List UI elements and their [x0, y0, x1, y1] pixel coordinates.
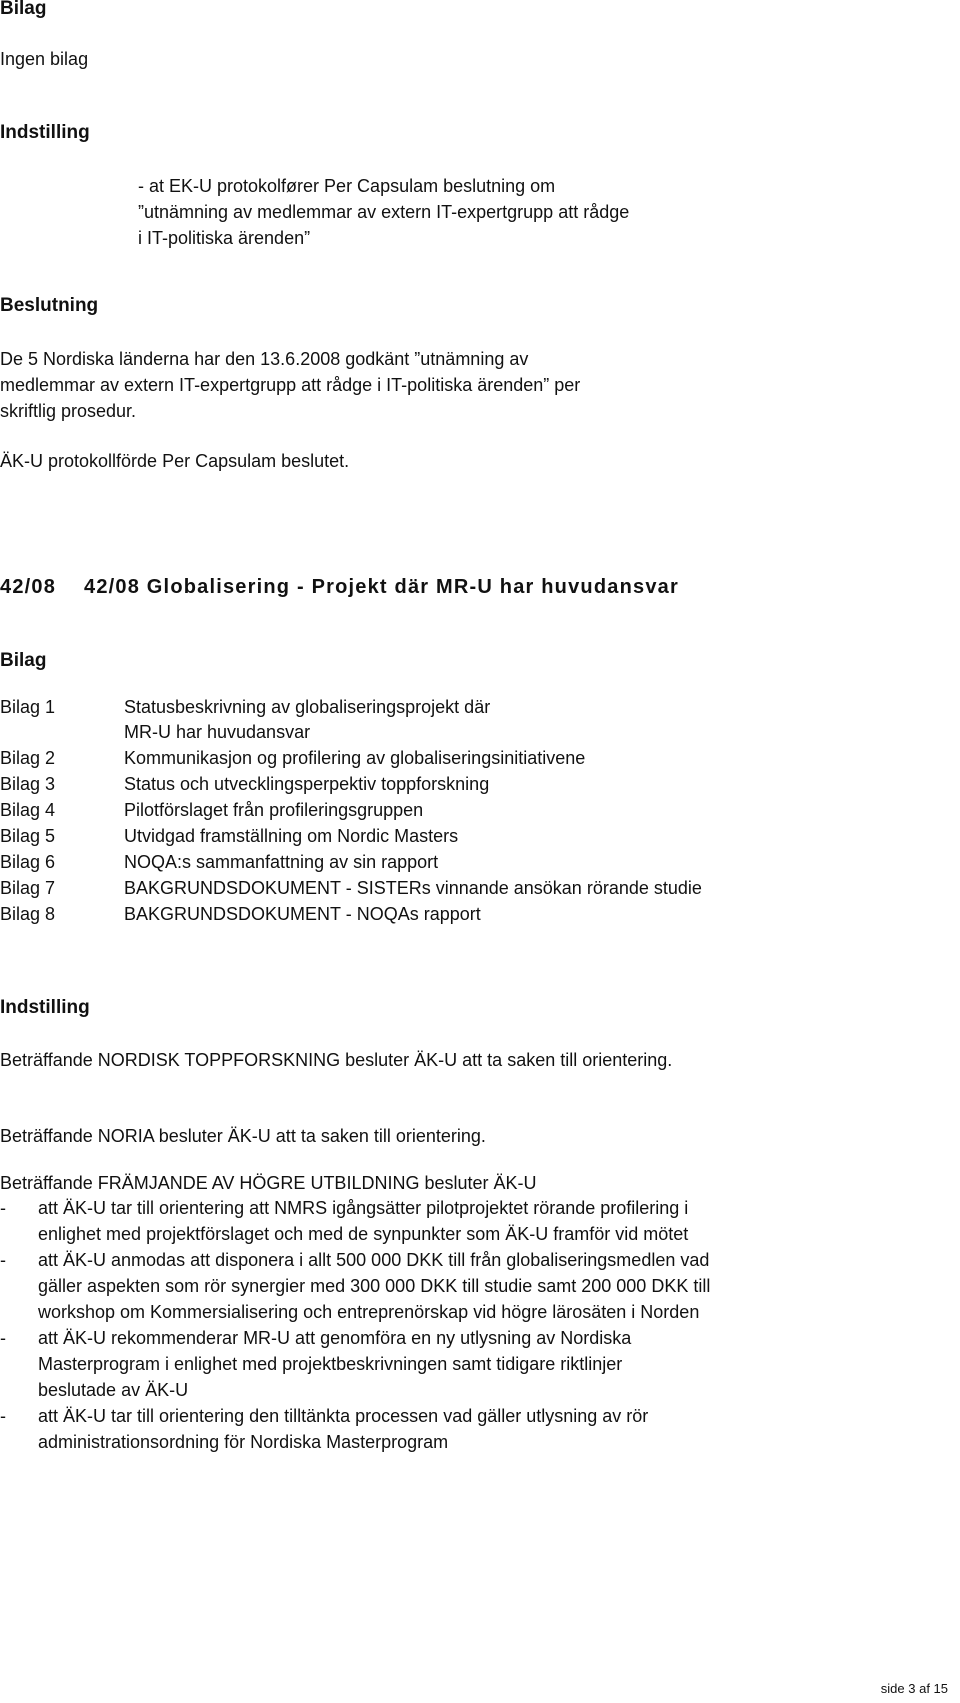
- attachment-desc: Statusbeskrivning av globaliseringsprojekt där MR-U har huvudansvar: [124, 697, 491, 742]
- attachment-row: [0, 746, 820, 771]
- beslutning-line-3: skriftlig prosedur.: [0, 401, 137, 421]
- no-bilag-text: Ingen bilag: [0, 49, 89, 69]
- agenda-item-title: 42/08 Globalisering - Projekt där MR-U har huvudansvar: [84, 576, 679, 598]
- attachment-label: Bilag 6: [0, 852, 56, 872]
- dash-marker: -: [0, 1406, 6, 1426]
- attachments-list: [0, 695, 820, 928]
- attachment-label: Bilag 1: [0, 697, 56, 717]
- attachment-row: [0, 772, 820, 797]
- list-item-text: att ÄK-U tar till orientering den tilltänkta processen vad gäller utlysning av rör administrationsordning för Nordiska Masterprogram: [38, 1406, 649, 1452]
- attachment-desc: Utvidgad framställning om Nordic Masters: [124, 826, 459, 846]
- attachment-row: [0, 876, 820, 901]
- dash-marker: -: [0, 1198, 6, 1218]
- attachment-row: [0, 824, 820, 849]
- heading-bilag: Bilag: [0, 0, 47, 19]
- list-item: [0, 1403, 780, 1455]
- list-item-text: att ÄK-U tar till orientering att NMRS igångsätter pilotprojektet rörande profilering i enlighet med projektförslaget och med de synpunkter som ÄK-U framför vid mötet: [38, 1198, 689, 1244]
- beslutning-line-2: medlemmar av extern IT-expertgrupp att rådge i IT-politiska ärenden” per: [0, 375, 581, 395]
- attachment-row: [0, 902, 820, 927]
- paragraph-hogre-utbildning: Beträffande FRÄMJANDE AV HÖGRE UTBILDNING besluter ÄK-U: [0, 1173, 537, 1193]
- attachment-label: Bilag 2: [0, 748, 56, 768]
- attachment-desc: Status och utvecklingsperpektiv toppforskning: [124, 774, 490, 794]
- attachment-label: Bilag 5: [0, 826, 56, 846]
- attachment-desc: Pilotförslaget från profileringsgruppen: [124, 800, 424, 820]
- indstilling-line-1: - at EK-U protokolfører Per Capsulam beslutning om: [138, 176, 556, 196]
- decision-list: [0, 1195, 780, 1455]
- heading-bilag-2: Bilag: [0, 650, 47, 671]
- heading-beslutning: Beslutning: [0, 295, 99, 316]
- attachment-label: Bilag 7: [0, 878, 56, 898]
- attachment-label: Bilag 3: [0, 774, 56, 794]
- dash-marker: -: [0, 1328, 6, 1348]
- paragraph-toppforskning: Beträffande NORDISK TOPPFORSKNING besluter ÄK-U att ta saken till orientering.: [0, 1050, 673, 1070]
- beslutning-note: ÄK-U protokollförde Per Capsulam beslutet.: [0, 451, 350, 471]
- attachment-desc: Kommunikasjon og profilering av globaliseringsinitiativene: [124, 748, 586, 768]
- attachment-row: [0, 850, 820, 875]
- heading-indstilling: Indstilling: [0, 122, 90, 143]
- indstilling-line-3: i IT-politiska ärenden”: [138, 228, 311, 248]
- list-item: [0, 1247, 780, 1325]
- agenda-item-number: 42/08: [0, 576, 57, 598]
- attachment-desc: BAKGRUNDSDOKUMENT - SISTERs vinnande ansökan rörande studie: [124, 878, 702, 898]
- agenda-item-heading: [0, 572, 760, 602]
- attachment-desc: NOQA:s sammanfattning av sin rapport: [124, 852, 439, 872]
- list-item-text: att ÄK-U rekommenderar MR-U att genomföra en ny utlysning av Nordiska Masterprogram i enlighet med projektbeskrivningen samt tidigare riktlinjer beslutade av ÄK-U: [38, 1328, 632, 1400]
- attachment-label: Bilag 8: [0, 904, 56, 924]
- list-item: [0, 1195, 780, 1247]
- paragraph-noria: Beträffande NORIA besluter ÄK-U att ta saken till orientering.: [0, 1126, 486, 1146]
- page-number: side 3 af 15: [880, 1681, 948, 1696]
- beslutning-line-1: De 5 Nordiska länderna har den 13.6.2008 godkänt ”utnämning av: [0, 349, 529, 369]
- attachment-label: Bilag 4: [0, 800, 56, 820]
- attachment-row: [0, 695, 820, 745]
- list-item: [0, 1325, 780, 1403]
- list-item-text: att ÄK-U anmodas att disponera i allt 500 000 DKK till från globaliseringsmedlen vad gäller aspekten som rör synergier med 300 000 DKK till studie samt 200 000 DKK till workshop om Kommersialisering och entreprenörskap vid högre lärosäten i Norden: [38, 1250, 711, 1322]
- dash-marker: -: [0, 1250, 6, 1270]
- attachment-desc: BAKGRUNDSDOKUMENT - NOQAs rapport: [124, 904, 481, 924]
- indstilling-line-2: ”utnämning av medlemmar av extern IT-expertgrupp att rådge: [138, 202, 630, 222]
- heading-indstilling-2: Indstilling: [0, 997, 90, 1018]
- attachment-row: [0, 798, 820, 823]
